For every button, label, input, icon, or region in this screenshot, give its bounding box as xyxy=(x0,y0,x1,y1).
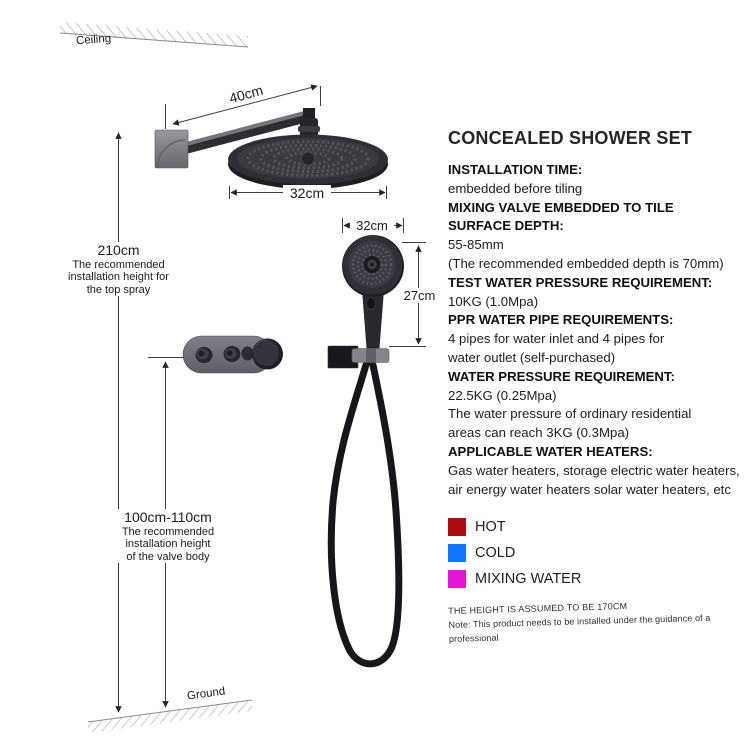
spec-body: 22.5KG (0.25Mpa) xyxy=(448,387,557,403)
legend-label-cold: COLD xyxy=(475,544,516,561)
dim-desc-210cm-line1: The recommended xyxy=(72,259,165,271)
spec-heading: INSTALLATION TIME: xyxy=(448,162,583,177)
mixing-color-swatch xyxy=(448,570,466,588)
dim-label-40cm: 40cm xyxy=(227,81,265,107)
valve-button-1 xyxy=(196,347,213,363)
spec-body: (The recommended embedded depth is 70mm) xyxy=(448,255,724,271)
legend-row-cold xyxy=(448,540,744,566)
spec-body: 4 pipes for water inlet and 4 pipes for xyxy=(448,331,665,347)
spec-heading: PPR WATER PIPE REQUIREMENTS: xyxy=(448,312,674,328)
ceiling-label: Ceiling xyxy=(75,32,112,48)
dim-label-100cm: 100cm-110cm xyxy=(124,509,212,525)
spec-body: 10KG (1.0Mpa) xyxy=(448,293,539,309)
ground-hatch xyxy=(88,700,252,733)
legend-row-hot xyxy=(448,513,744,539)
wall-flange xyxy=(155,130,188,168)
valve-knob-stem xyxy=(242,347,254,361)
dim-label-32cm-hand: 32cm xyxy=(350,218,394,233)
spec-body: The water pressure of ordinary residential xyxy=(448,406,692,422)
dim-label-210cm: 210cm xyxy=(97,242,140,258)
spec-heading: WATER PRESSURE REQUIREMENT: xyxy=(448,368,675,384)
spec-heading: APPLICABLE WATER HEATERS: xyxy=(448,443,653,459)
valve-button-2 xyxy=(224,346,241,362)
mixer-valve xyxy=(183,336,283,373)
connector-collar xyxy=(298,126,320,132)
hand-shower-assembly xyxy=(328,235,404,664)
handle-mode-button xyxy=(367,298,376,310)
ground-label: Ground xyxy=(186,685,227,703)
spec-body: water outlet (self-purchased) xyxy=(448,349,616,365)
dim-block-210cm xyxy=(62,242,175,296)
dim-desc-210cm-line3: the top spray xyxy=(86,283,151,296)
specs-panel xyxy=(448,127,744,646)
dim-label-32cm-head: 32cm xyxy=(283,185,331,201)
footnote-height-assumption: THE HEIGHT IS ASSUMED TO BE 170CM xyxy=(448,600,628,616)
hand-head-button-dot xyxy=(370,263,374,267)
rain-shower-assembly xyxy=(155,108,388,189)
dim-desc-100cm-line1: The recommended xyxy=(121,526,215,538)
hot-color-swatch xyxy=(448,518,466,536)
shower-hose xyxy=(331,354,399,664)
dim-desc-210cm-line2: installation height for xyxy=(68,271,169,284)
spec-body: air energy water heaters solar water heaters, etc xyxy=(448,481,731,497)
dim-label-27cm: 27cm xyxy=(399,288,440,303)
spec-heading: TEST WATER PRESSURE REQUIREMENT: xyxy=(448,274,713,290)
spec-heading: SURFACE DEPTH: xyxy=(448,218,564,234)
cold-color-swatch xyxy=(448,544,466,562)
water-legend xyxy=(448,513,744,592)
spec-body: embedded before tiling xyxy=(448,180,583,196)
legend-label-hot: HOT xyxy=(475,518,506,535)
spec-heading: MIXING VALVE EMBEDDED TO TILE xyxy=(448,199,674,215)
spec-body: 55-85mm xyxy=(448,237,504,253)
spec-body: areas can reach 3KG (0.3Mpa) xyxy=(448,425,630,441)
spec-body: Gas water heaters, storage electric water heaters, xyxy=(448,462,740,478)
dim-desc-100cm-line2: installation height xyxy=(125,538,211,551)
footnote-professional-install: Note: This product needs to be installed under the guidance of a professional xyxy=(448,612,711,644)
holder-clamp-grip xyxy=(366,349,376,363)
product-title: CONCEALED SHOWER SET xyxy=(448,128,693,148)
legend-row-mixing xyxy=(448,566,744,592)
dim-desc-100cm-line3: of the valve body xyxy=(126,550,210,563)
dim-block-100cm xyxy=(112,509,224,563)
rain-head-center-cap xyxy=(302,152,315,165)
footnotes xyxy=(448,595,745,645)
legend-label-mixing: MIXING WATER xyxy=(475,571,582,588)
